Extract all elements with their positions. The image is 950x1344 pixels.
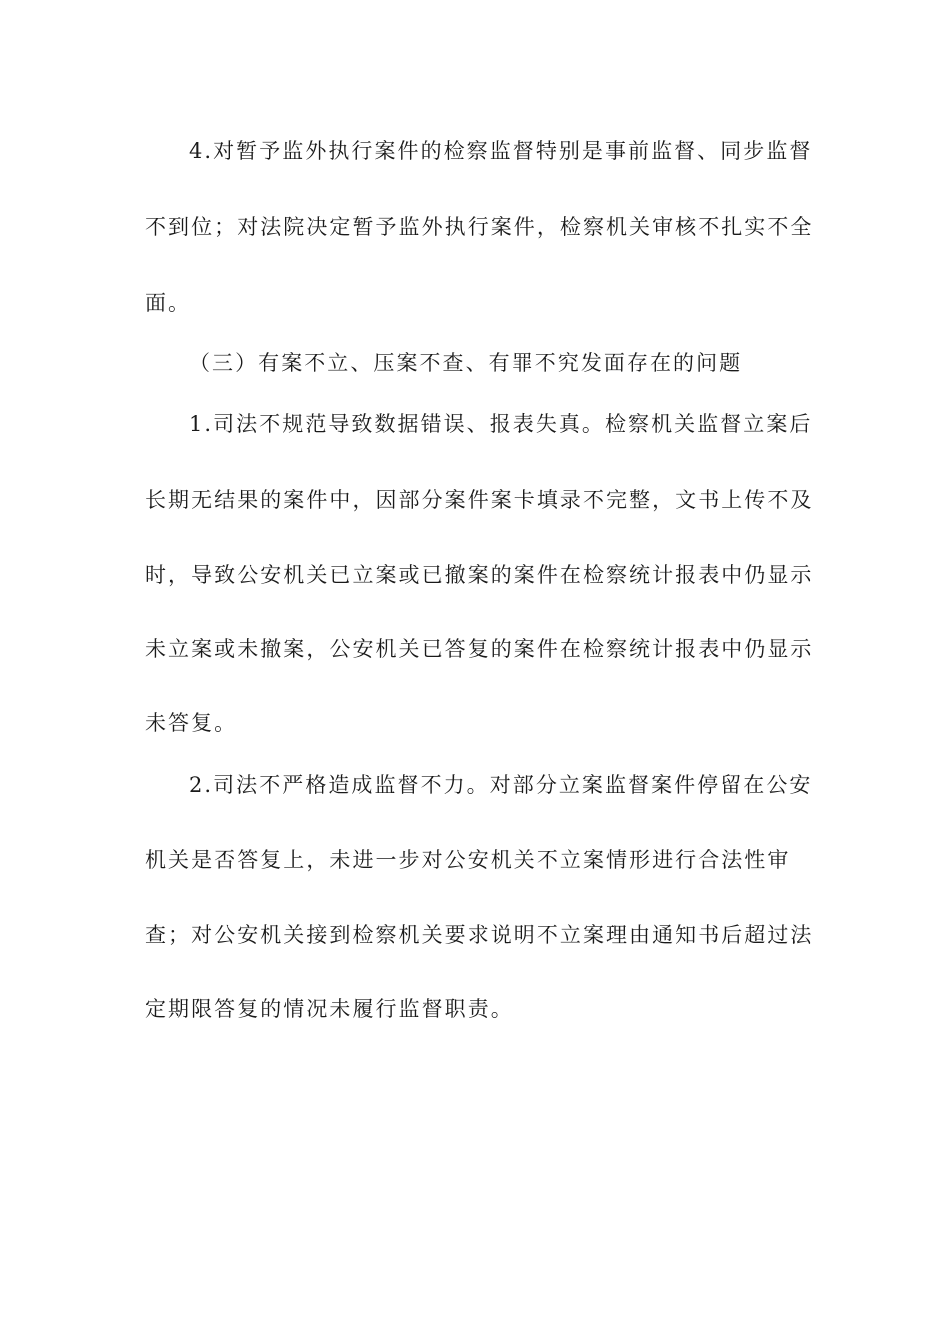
text-line: 1.司法不规范导致数据错误、报表失真。检察机关监督立案后: [189, 412, 813, 436]
text-line: 未答复。: [145, 711, 238, 735]
text-line: 时，导致公安机关已立案或已撤案的案件在检察统计报表中仍显示: [145, 563, 814, 587]
text-line: 长期无结果的案件中，因部分案件案卡填录不完整，文书上传不及: [145, 488, 814, 512]
text-line: 定期限答复的情况未履行监督职责。: [145, 997, 514, 1021]
heading-line: （三）有案不立、压案不查、有罪不究发面存在的问题: [189, 351, 743, 375]
text-line: 2.司法不严格造成监督不力。对部分立案监督案件停留在公安: [189, 773, 813, 797]
text-line: 未立案或未撤案，公安机关已答复的案件在检察统计报表中仍显示: [145, 637, 814, 661]
text-line: 面。: [145, 291, 192, 315]
text-line: 4.对暂予监外执行案件的检察监督特别是事前监督、同步监督: [189, 139, 813, 163]
text-line: 不到位；对法院决定暂予监外执行案件，检察机关审核不扎实不全: [145, 215, 814, 239]
text-line: 查；对公安机关接到检察机关要求说明不立案理由通知书后超过法: [145, 923, 814, 947]
text-line: 机关是否答复上，未进一步对公安机关不立案情形进行合法性审: [145, 848, 791, 872]
